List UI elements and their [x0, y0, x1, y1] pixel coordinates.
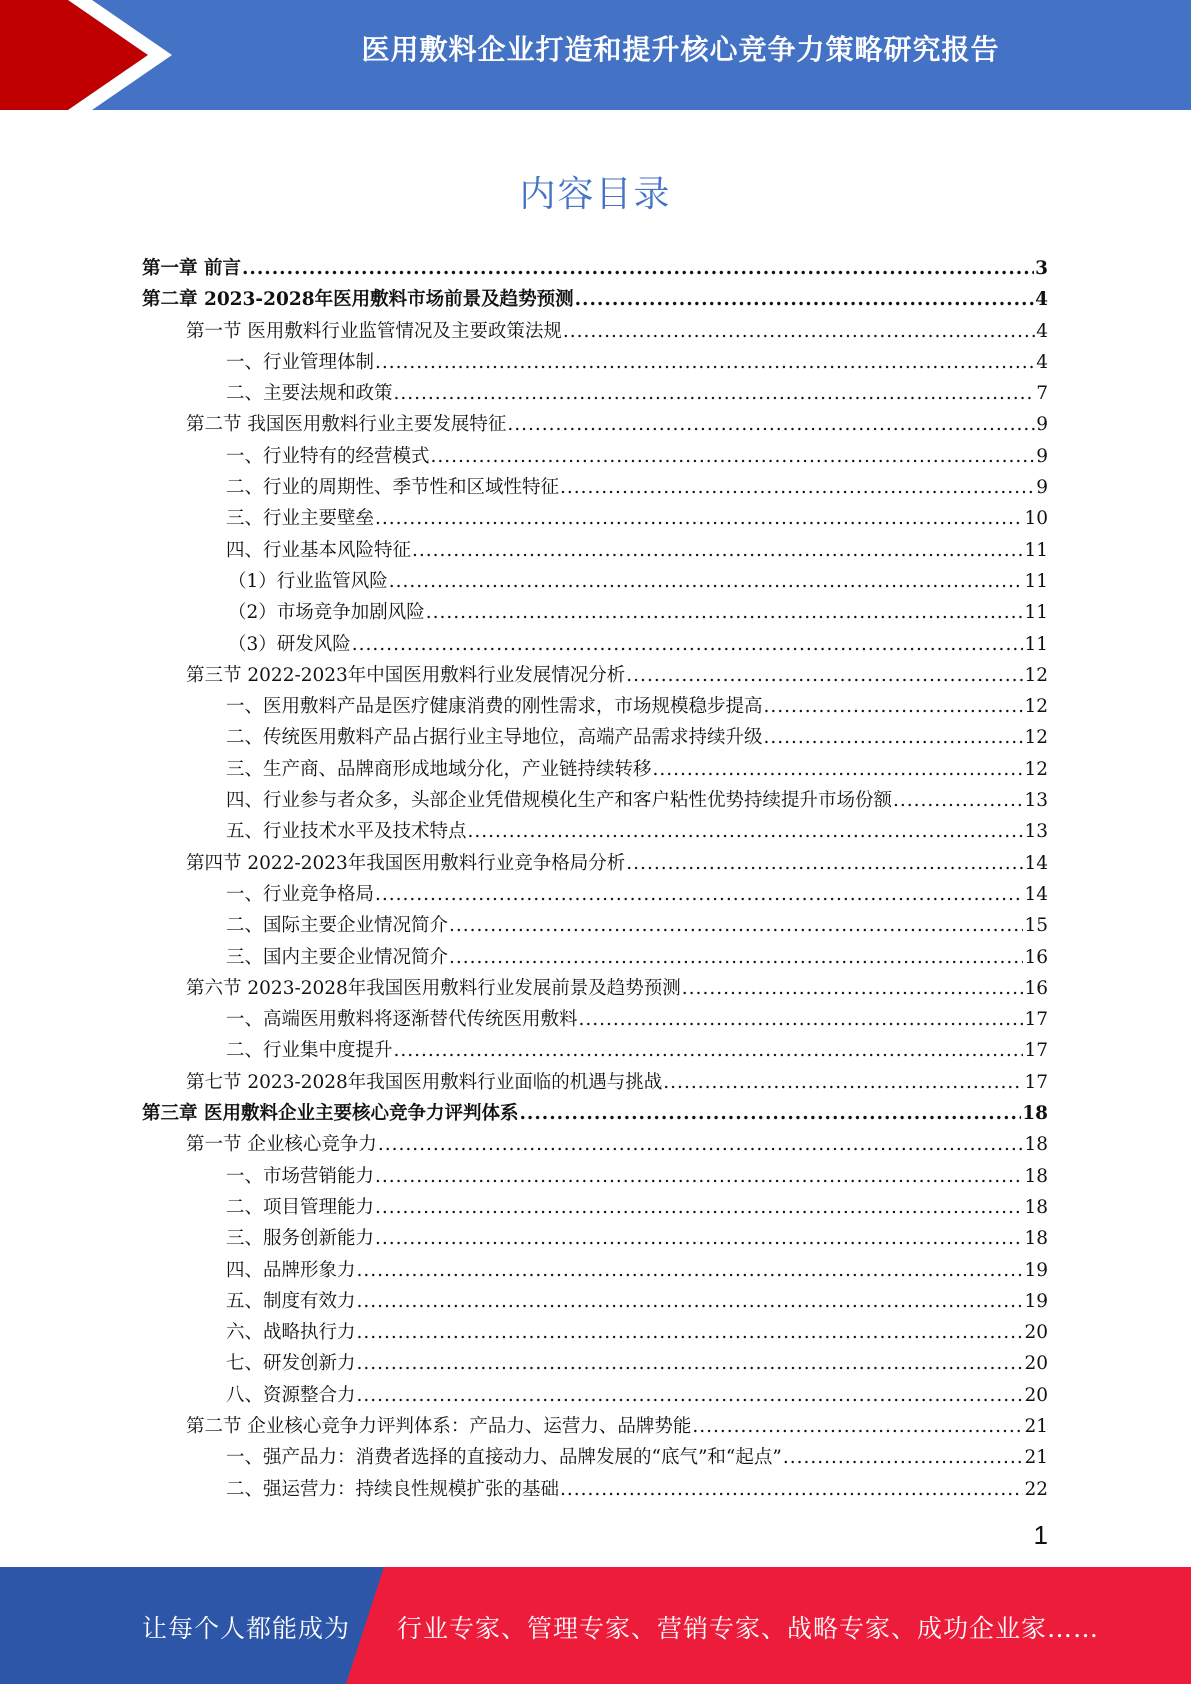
toc-entry-title: 第七节 2023-2028年我国医用敷料行业面临的机遇与挑战 — [186, 1071, 663, 1093]
toc-entry[interactable] — [142, 1317, 1048, 1348]
toc-entry-page: 11 — [1024, 633, 1048, 655]
toc-dot-leader — [412, 535, 1023, 566]
toc-entry-page: 17 — [1024, 1071, 1048, 1093]
toc-entry-title: 七、研发创新力 — [226, 1353, 356, 1375]
toc-dot-leader — [375, 879, 1023, 910]
toc-entry[interactable] — [142, 1380, 1048, 1411]
toc-entry[interactable] — [142, 1098, 1048, 1129]
toc-entry-page: 18 — [1024, 1228, 1048, 1250]
toc-entry-title: 第二节 我国医用敷料行业主要发展特征 — [186, 414, 507, 436]
toc-dot-leader — [375, 347, 1035, 378]
toc-entry[interactable] — [142, 316, 1048, 347]
footer-slogan-left: 让每个人都能成为 — [142, 1614, 351, 1643]
toc-entry-title: 三、服务创新能力 — [226, 1228, 375, 1250]
toc-entry-page: 14 — [1024, 883, 1048, 905]
toc-dot-leader — [375, 1161, 1023, 1192]
toc-entry[interactable] — [142, 1067, 1048, 1098]
footer-slogan-right: 行业专家、管理专家、营销专家、战略专家、成功企业家…… — [397, 1614, 1100, 1643]
toc-entry-page: 11 — [1024, 602, 1048, 624]
toc-entry-title: 一、强产品力：消费者选择的直接动力、品牌发展的“底气”和“起点” — [226, 1447, 782, 1469]
toc-dot-leader — [575, 284, 1035, 315]
toc-entry-page: 17 — [1024, 1040, 1048, 1062]
toc-entry-title: 二、国际主要企业情况简介 — [226, 915, 449, 937]
toc-entry[interactable] — [142, 754, 1048, 785]
toc-entry-page: 15 — [1024, 915, 1048, 937]
toc-entry-title: 一、医用敷料产品是医疗健康消费的刚性需求，市场规模稳步提高 — [226, 696, 763, 718]
toc-dot-leader — [626, 848, 1023, 879]
toc-dot-leader — [783, 1442, 1024, 1473]
toc-entry[interactable] — [142, 347, 1048, 378]
toc-dot-leader — [352, 629, 1024, 660]
toc-dot-leader — [449, 910, 1023, 941]
toc-entry-title: 第四节 2022-2023年我国医用敷料行业竞争格局分析 — [186, 852, 626, 874]
header-banner — [0, 0, 1191, 110]
toc-entry-title: 三、国内主要企业情况简介 — [226, 946, 449, 968]
toc-dot-leader — [682, 973, 1024, 1004]
toc-dot-leader — [242, 253, 1034, 284]
toc-entry[interactable] — [142, 1129, 1048, 1160]
toc-entry[interactable] — [142, 973, 1048, 1004]
toc-dot-leader — [394, 1035, 1024, 1066]
toc-entry-page: 14 — [1024, 852, 1048, 874]
toc-entry-title: 六、战略执行力 — [226, 1322, 356, 1344]
toc-entry-title: 第二节 企业核心竞争力评判体系：产品力、运营力、品牌势能 — [186, 1415, 692, 1437]
toc-entry-page: 4 — [1036, 320, 1048, 342]
toc-entry-page: 21 — [1024, 1415, 1048, 1437]
toc-entry-page: 17 — [1024, 1009, 1048, 1031]
toc-entry-page: 9 — [1036, 477, 1048, 499]
toc-entry-page: 16 — [1024, 977, 1048, 999]
toc-entry-page: 4 — [1035, 289, 1048, 311]
toc-entry[interactable] — [142, 691, 1048, 722]
toc-entry-page: 18 — [1024, 1134, 1048, 1156]
toc-entry-page: 12 — [1024, 696, 1048, 718]
toc-dot-leader — [663, 1067, 1023, 1098]
toc-entry-title: 三、生产商、品牌商形成地域分化，产业链持续转移 — [226, 758, 652, 780]
toc-heading: 内容目录 — [519, 174, 672, 215]
toc-entry[interactable] — [142, 597, 1048, 628]
toc-entry[interactable] — [142, 503, 1048, 534]
toc-entry-page: 13 — [1024, 790, 1048, 812]
toc-entry-title: 第一节 企业核心竞争力 — [186, 1134, 377, 1156]
toc-entry[interactable] — [142, 848, 1048, 879]
toc-entry-title: 四、行业基本风险特征 — [226, 539, 412, 561]
toc-entry-page: 11 — [1024, 539, 1048, 561]
footer-banner — [0, 1567, 1191, 1684]
toc-entry-title: 一、高端医用敷料将逐渐替代传统医用敷料 — [226, 1009, 578, 1031]
toc-entry[interactable] — [142, 253, 1048, 284]
toc-dot-leader — [357, 1348, 1024, 1379]
toc-entry-title: 二、传统医用敷料产品占据行业主导地位，高端产品需求持续升级 — [226, 727, 763, 749]
toc-entry-title: 二、项目管理能力 — [226, 1196, 375, 1218]
toc-dot-leader — [378, 1129, 1024, 1160]
toc-entry-title: 五、行业技术水平及技术特点 — [226, 821, 467, 843]
toc-entry[interactable] — [142, 629, 1048, 660]
toc-entry[interactable] — [142, 785, 1048, 816]
toc-entry[interactable] — [142, 284, 1048, 315]
toc-dot-leader — [375, 503, 1023, 534]
toc-dot-leader — [626, 660, 1023, 691]
toc-dot-leader — [357, 1255, 1024, 1286]
toc-entry-page: 22 — [1024, 1478, 1048, 1500]
toc-entry-page: 18 — [1022, 1103, 1048, 1125]
toc-entry-title: 第六节 2023-2028年我国医用敷料行业发展前景及趋势预测 — [186, 977, 681, 999]
toc-entry[interactable] — [142, 472, 1048, 503]
toc-entry-title: 二、行业集中度提升 — [226, 1040, 393, 1062]
toc-entry-page: 10 — [1024, 508, 1048, 530]
toc-entry[interactable] — [142, 1004, 1048, 1035]
toc-entry-page: 19 — [1024, 1290, 1048, 1312]
toc-entry-title: 第二章 2023-2028年医用敷料市场前景及趋势预测 — [142, 289, 574, 311]
toc-entry[interactable] — [142, 910, 1048, 941]
toc-dot-leader — [468, 816, 1024, 847]
toc-entry-title: 二、强运营力：持续良性规模扩张的基础 — [226, 1478, 560, 1500]
toc-entry[interactable] — [142, 879, 1048, 910]
toc-dot-leader — [431, 441, 1036, 472]
toc-entry-page: 3 — [1035, 258, 1048, 279]
toc-entry[interactable] — [142, 660, 1048, 691]
toc-entry-title: 二、主要法规和政策 — [226, 383, 393, 405]
toc-dot-leader — [519, 1098, 1021, 1129]
toc-dot-leader — [426, 597, 1024, 628]
toc-entry-title: 一、行业竞争格局 — [226, 883, 375, 905]
toc-dot-leader — [653, 754, 1024, 785]
toc-entry[interactable] — [142, 942, 1048, 973]
toc-entry-page: 9 — [1036, 414, 1048, 436]
toc-dot-leader — [563, 316, 1035, 347]
toc-entry-page: 9 — [1036, 445, 1048, 467]
toc-dot-leader — [357, 1317, 1024, 1348]
toc-entry-page: 13 — [1024, 821, 1048, 843]
toc-entry[interactable] — [142, 441, 1048, 472]
toc-entry-title: 四、行业参与者众多，头部企业凭借规模化生产和客户粘性优势持续提升市场份额 — [226, 790, 893, 812]
toc-entry-page: 11 — [1024, 570, 1048, 592]
toc-entry-title: 第一节 医用敷料行业监管情况及主要政策法规 — [186, 320, 562, 342]
toc-entry-title: 四、品牌形象力 — [226, 1259, 356, 1281]
toc-entry-page: 20 — [1024, 1384, 1048, 1406]
toc-entry-page: 7 — [1036, 383, 1048, 405]
toc-entry[interactable] — [142, 535, 1048, 566]
toc-dot-leader — [389, 566, 1024, 597]
toc-entry-page: 21 — [1024, 1447, 1048, 1469]
toc-entry[interactable] — [142, 378, 1048, 409]
toc-entry[interactable] — [142, 409, 1048, 440]
toc-entry[interactable] — [142, 1223, 1048, 1254]
toc-entry[interactable] — [142, 1035, 1048, 1066]
toc-entry-page: 20 — [1024, 1322, 1048, 1344]
toc-entry[interactable] — [142, 566, 1048, 597]
toc-entry[interactable] — [142, 1442, 1048, 1473]
toc-dot-leader — [394, 378, 1036, 409]
toc-entry-page: 20 — [1024, 1353, 1048, 1375]
toc-entry-page: 18 — [1024, 1196, 1048, 1218]
toc-entry[interactable] — [142, 1192, 1048, 1223]
toc-entry[interactable] — [142, 1286, 1048, 1317]
toc-entry-title: （2）市场竞争加剧风险 — [228, 602, 425, 624]
toc-entry-title: 八、资源整合力 — [226, 1384, 356, 1406]
toc-dot-leader — [579, 1004, 1024, 1035]
toc-entry-title: （3）研发风险 — [228, 633, 351, 655]
toc-dot-leader — [764, 722, 1024, 753]
toc-entry-page: 12 — [1024, 664, 1048, 686]
toc-entry-page: 16 — [1024, 946, 1048, 968]
toc-entry[interactable] — [142, 722, 1048, 753]
toc-entry-page: 19 — [1024, 1259, 1048, 1281]
toc-entry-title: 一、市场营销能力 — [226, 1165, 375, 1187]
toc-entry-page: 18 — [1024, 1165, 1048, 1187]
toc-entry-page: 12 — [1024, 727, 1048, 749]
toc-entry[interactable] — [142, 1411, 1048, 1442]
page-number: 1 — [1033, 1520, 1048, 1550]
toc-entry-title: 一、行业特有的经营模式 — [226, 445, 430, 467]
toc-entry-title: 第一章 前言 — [142, 258, 241, 279]
toc-entry[interactable] — [142, 1255, 1048, 1286]
toc-entry[interactable] — [142, 1161, 1048, 1192]
toc-entry[interactable] — [142, 1474, 1048, 1505]
toc-entry-title: 三、行业主要壁垒 — [226, 508, 375, 530]
toc-entry-title: 五、制度有效力 — [226, 1290, 356, 1312]
toc-entry-title: 第三章 医用敷料企业主要核心竞争力评判体系 — [142, 1103, 519, 1125]
table-of-contents — [142, 253, 1048, 1505]
toc-dot-leader — [375, 1223, 1023, 1254]
toc-entry-title: 二、行业的周期性、季节性和区域性特征 — [226, 477, 560, 499]
toc-dot-leader — [507, 409, 1035, 440]
toc-dot-leader — [560, 1474, 1023, 1505]
toc-entry-title: （1）行业监管风险 — [228, 570, 388, 592]
toc-entry-page: 12 — [1024, 758, 1048, 780]
toc-dot-leader — [375, 1192, 1023, 1223]
toc-entry[interactable] — [142, 1348, 1048, 1379]
toc-entry-page: 4 — [1036, 351, 1048, 373]
toc-dot-leader — [560, 472, 1035, 503]
toc-entry-title: 第三节 2022-2023年中国医用敷料行业发展情况分析 — [186, 664, 626, 686]
toc-dot-leader — [764, 691, 1024, 722]
toc-dot-leader — [692, 1411, 1023, 1442]
toc-dot-leader — [357, 1380, 1024, 1411]
toc-entry[interactable] — [142, 816, 1048, 847]
toc-entry-title: 一、行业管理体制 — [226, 351, 375, 373]
report-title: 医用敷料企业打造和提升核心竞争力策略研究报告 — [361, 33, 1000, 66]
toc-dot-leader — [893, 785, 1023, 816]
toc-dot-leader — [449, 942, 1023, 973]
toc-dot-leader — [357, 1286, 1024, 1317]
